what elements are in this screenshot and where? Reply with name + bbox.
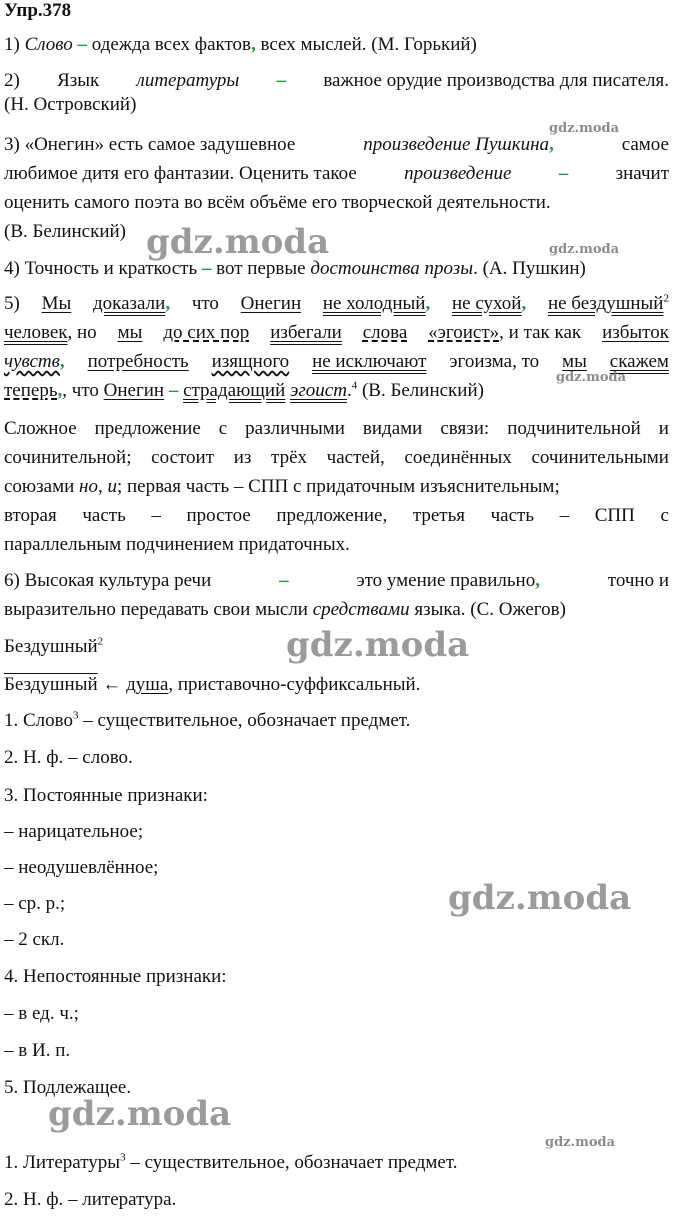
watermark: gdz.moda — [549, 121, 620, 136]
sentence-6-line-1: 6) Высокая культура речи – это умение правильно, точно и — [4, 570, 669, 591]
analysis-line-4: вторая часть – простое предложение, третья часть – СПП с — [4, 505, 669, 526]
derivational-analysis: Бездушный ← душа, приставочно-суффиксальный. — [4, 674, 421, 695]
sentence-2-line-2: (Н. Островский) — [4, 94, 137, 115]
analysis-line-2: сочинительной; состоит из трёх частей, соединённых сочинительными — [4, 447, 669, 468]
morph-list-item: – в И. п. — [4, 1040, 71, 1061]
watermark: gdz.moda — [549, 242, 620, 257]
sentence-5-line-2: человек, но мы до сих пор избегали слова «эгоист», и так как избыток — [4, 322, 669, 343]
analysis-line-1: Сложное предложение с различными видами связи: подчинительной и — [4, 418, 669, 439]
morph-list-item: 1. Слово$^3$ – существительное, обозначает предмет. — [4, 709, 411, 731]
watermark: gdz.moda — [545, 1135, 616, 1150]
watermark: gdz.moda — [448, 878, 632, 918]
morph-list-item: 1. Литературы$^3$ – существительное, обозначает предмет. — [4, 1151, 458, 1173]
sentence-5-line-1: 5) Мы доказали, что Онегин не холодный, не сухой, не бездушный$^2$ — [4, 292, 669, 314]
morph-list-item: – 2 скл. — [4, 929, 65, 950]
morph-list-item: – неодушевлённое; — [4, 857, 159, 878]
sentence-1: 1) Слово – одежда всех фактов, всех мыслей. (М. Горький) — [4, 34, 477, 55]
sentence-5-line-4: теперь,, что Онегин – страдающий эгоист.$^4$ (В. Белинский) — [4, 379, 484, 401]
sentence-3-line-3: оценить самого поэта во всём объёме его творческой деятельности. — [4, 192, 551, 213]
sentence-3-line-2: любимое дитя его фантазии. Оценить такое произведение – значит — [4, 163, 669, 184]
sentence-3-line-4: (В. Белинский) — [4, 221, 126, 242]
watermark: gdz.moda — [556, 370, 627, 385]
exercise-heading: Упр.378 — [4, 0, 72, 21]
watermark: gdz.moda — [48, 1094, 232, 1134]
sentence-2-line-1: 2) Язык литературы – важное орудие производства для писателя. — [4, 70, 669, 91]
morph-list-item: 2. Н. ф. – литература. — [4, 1189, 177, 1210]
morph-list-item: 5. Подлежащее. — [4, 1077, 132, 1098]
sentence-4: 4) Точность и краткость – вот первые достоинства прозы. (А. Пушкин) — [4, 258, 586, 279]
morph-list-item: 4. Непостоянные признаки: — [4, 966, 227, 987]
sentence-6-line-2: выразительно передавать свои мысли средствами языка. (С. Ожегов) — [4, 599, 566, 620]
watermark: gdz.moda — [286, 625, 470, 665]
analysis-line-5: параллельным подчинением придаточных. — [4, 534, 350, 555]
morph-list-item: – в ед. ч.; — [4, 1003, 79, 1024]
morph-list-item: 3. Постоянные признаки: — [4, 785, 208, 806]
sentence-5-line-3: чувств, потребность изящного не исключают эгоизма, то мы скажем — [4, 351, 669, 372]
sentence-3-line-1: 3) «Онегин» есть самое задушевное произведение Пушкина, самое — [4, 134, 669, 155]
morph-list-item: – ср. р.; — [4, 893, 66, 914]
watermark: gdz.moda — [146, 222, 330, 262]
morph-list-item: – нарицательное; — [4, 821, 144, 842]
analysis-line-3: союзами но, и; первая часть – СПП с придаточным изъяснительным; — [4, 476, 560, 497]
morph-list-item: 2. Н. ф. – слово. — [4, 747, 133, 768]
morphemic-analysis: Бездушный$^2$ — [4, 635, 104, 657]
